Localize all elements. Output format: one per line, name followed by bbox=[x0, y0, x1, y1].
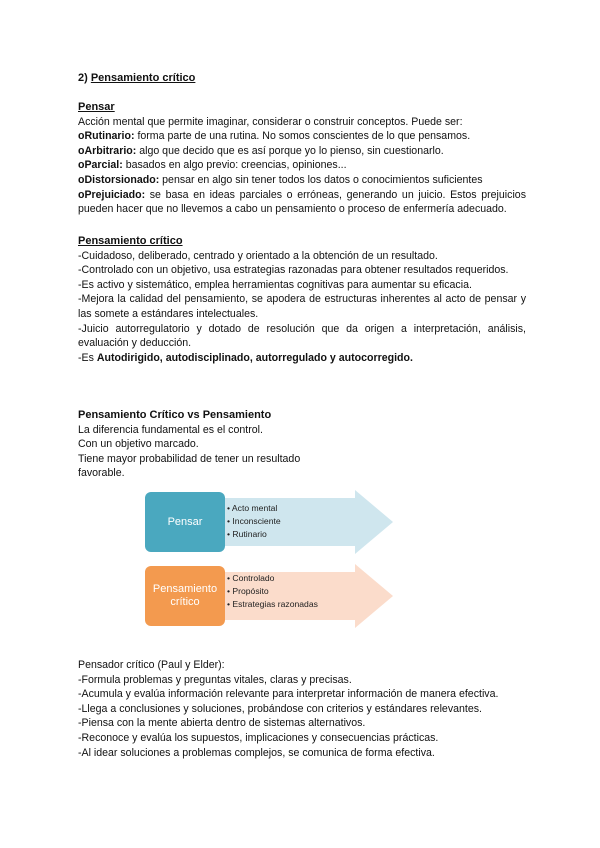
pensar-section bbox=[78, 100, 526, 217]
bullet-item: • Propósito bbox=[227, 585, 318, 598]
vs-line: Con un objetivo marcado. bbox=[78, 438, 199, 451]
pensar-item-text: algo que decido que es así porque yo lo pienso, sin cuestionarlo. bbox=[136, 144, 444, 157]
critico-line: -Juicio autorregulatorio y dotado de resolución que da origen a interpretación, análisis, evaluación y deducción. bbox=[78, 322, 526, 350]
pensar-item-label: oDistorsionado: bbox=[78, 173, 160, 186]
pensar-intro: Acción mental que permite imaginar, considerar o construir conceptos. Puede ser: bbox=[78, 115, 463, 128]
pensar-item-label: oParcial: bbox=[78, 159, 123, 172]
pensar-item-text: basados en algo previo: creencias, opiniones... bbox=[122, 159, 347, 172]
bullet-item: • Inconsciente bbox=[227, 515, 281, 528]
section-title bbox=[78, 72, 195, 84]
pensar-heading: Pensar bbox=[78, 101, 115, 113]
critico-line: -Controlado con un objetivo, usa estrategias razonadas para obtener resultados requeridos. bbox=[78, 264, 509, 277]
pensador-line: -Reconoce y evalúa los supuestos, implicaciones y consecuencias prácticas. bbox=[78, 731, 439, 744]
critico-last-bold: Autodirigido, autodisciplinado, autorregulado y autocorregido. bbox=[96, 351, 413, 364]
pensar-item bbox=[78, 129, 526, 144]
section-title-text: Pensamiento crítico bbox=[90, 72, 196, 84]
pensador-section bbox=[78, 658, 526, 760]
pensador-heading: Pensador crítico (Paul y Elder): bbox=[78, 659, 225, 671]
pensar-item-label: oPrejuiciado: bbox=[78, 188, 146, 201]
vs-line: Tiene mayor probabilidad de tener un resultado favorable. bbox=[78, 452, 301, 480]
pensar-item bbox=[78, 158, 526, 173]
critico-line: -Es activo y sistemático, emplea herramientas cognitivas para aumentar su eficacia. bbox=[78, 278, 472, 291]
pensar-item bbox=[78, 173, 526, 188]
pensador-line: -Llega a conclusiones y soluciones, probándose con criterios y estándares relevantes. bbox=[78, 702, 482, 715]
vs-section bbox=[78, 408, 318, 481]
pensar-item-label: oRutinario: bbox=[78, 130, 135, 143]
pensar-bullets bbox=[227, 502, 281, 541]
pensador-line: -Formula problemas y preguntas vitales, claras y precisas. bbox=[78, 673, 352, 686]
comparison-diagram bbox=[145, 490, 345, 630]
pensador-line: -Piensa con la mente abierta dentro de sistemas alternativos. bbox=[78, 717, 366, 730]
critico-section bbox=[78, 234, 526, 365]
pensar-item-text: se basa en ideas parciales o erróneas, generando un juicio. Estos prejuicios pueden hacer que no llevemos a cabo un pensamiento o proceso de enfermería adecuado. bbox=[78, 188, 526, 216]
section-number: 2) bbox=[78, 72, 88, 84]
critico-line-last bbox=[78, 351, 526, 366]
pensador-line: -Acumula y evalúa información relevante para interpretar información de manera efectiva. bbox=[78, 688, 499, 701]
pensar-item-text: pensar en algo sin tener todos los datos o conocimientos suficientes bbox=[159, 173, 483, 186]
box-pensamiento-critico: Pensamiento crítico bbox=[145, 566, 225, 626]
critico-line: -Cuidadoso, deliberado, centrado y orientado a la obtención de un resultado. bbox=[78, 249, 438, 262]
critico-heading: Pensamiento crítico bbox=[78, 235, 183, 247]
pensar-item-label: oArbitrario: bbox=[78, 144, 137, 157]
bullet-item: • Acto mental bbox=[227, 502, 281, 515]
pensar-item bbox=[78, 188, 526, 217]
pensar-item-text: forma parte de una rutina. No somos conscientes de lo que pensamos. bbox=[134, 130, 471, 143]
vs-line: La diferencia fundamental es el control. bbox=[78, 423, 263, 436]
critico-line: -Mejora la calidad del pensamiento, se apodera de estructuras inherentes al acto de pensar y las somete a estándares intelectuales. bbox=[78, 293, 526, 320]
bullet-item: • Controlado bbox=[227, 572, 318, 585]
bullet-item: • Estrategias razonadas bbox=[227, 598, 318, 611]
pensar-item bbox=[78, 144, 526, 159]
bullet-item: • Rutinario bbox=[227, 528, 281, 541]
box-pensar: Pensar bbox=[145, 492, 225, 552]
vs-heading: Pensamiento Crítico vs Pensamiento bbox=[78, 409, 272, 421]
pensador-line: -Al idear soluciones a problemas complejos, se comunica de forma efectiva. bbox=[78, 746, 435, 759]
critico-bullets bbox=[227, 572, 318, 611]
critico-last-prefix: -Es bbox=[78, 351, 97, 364]
